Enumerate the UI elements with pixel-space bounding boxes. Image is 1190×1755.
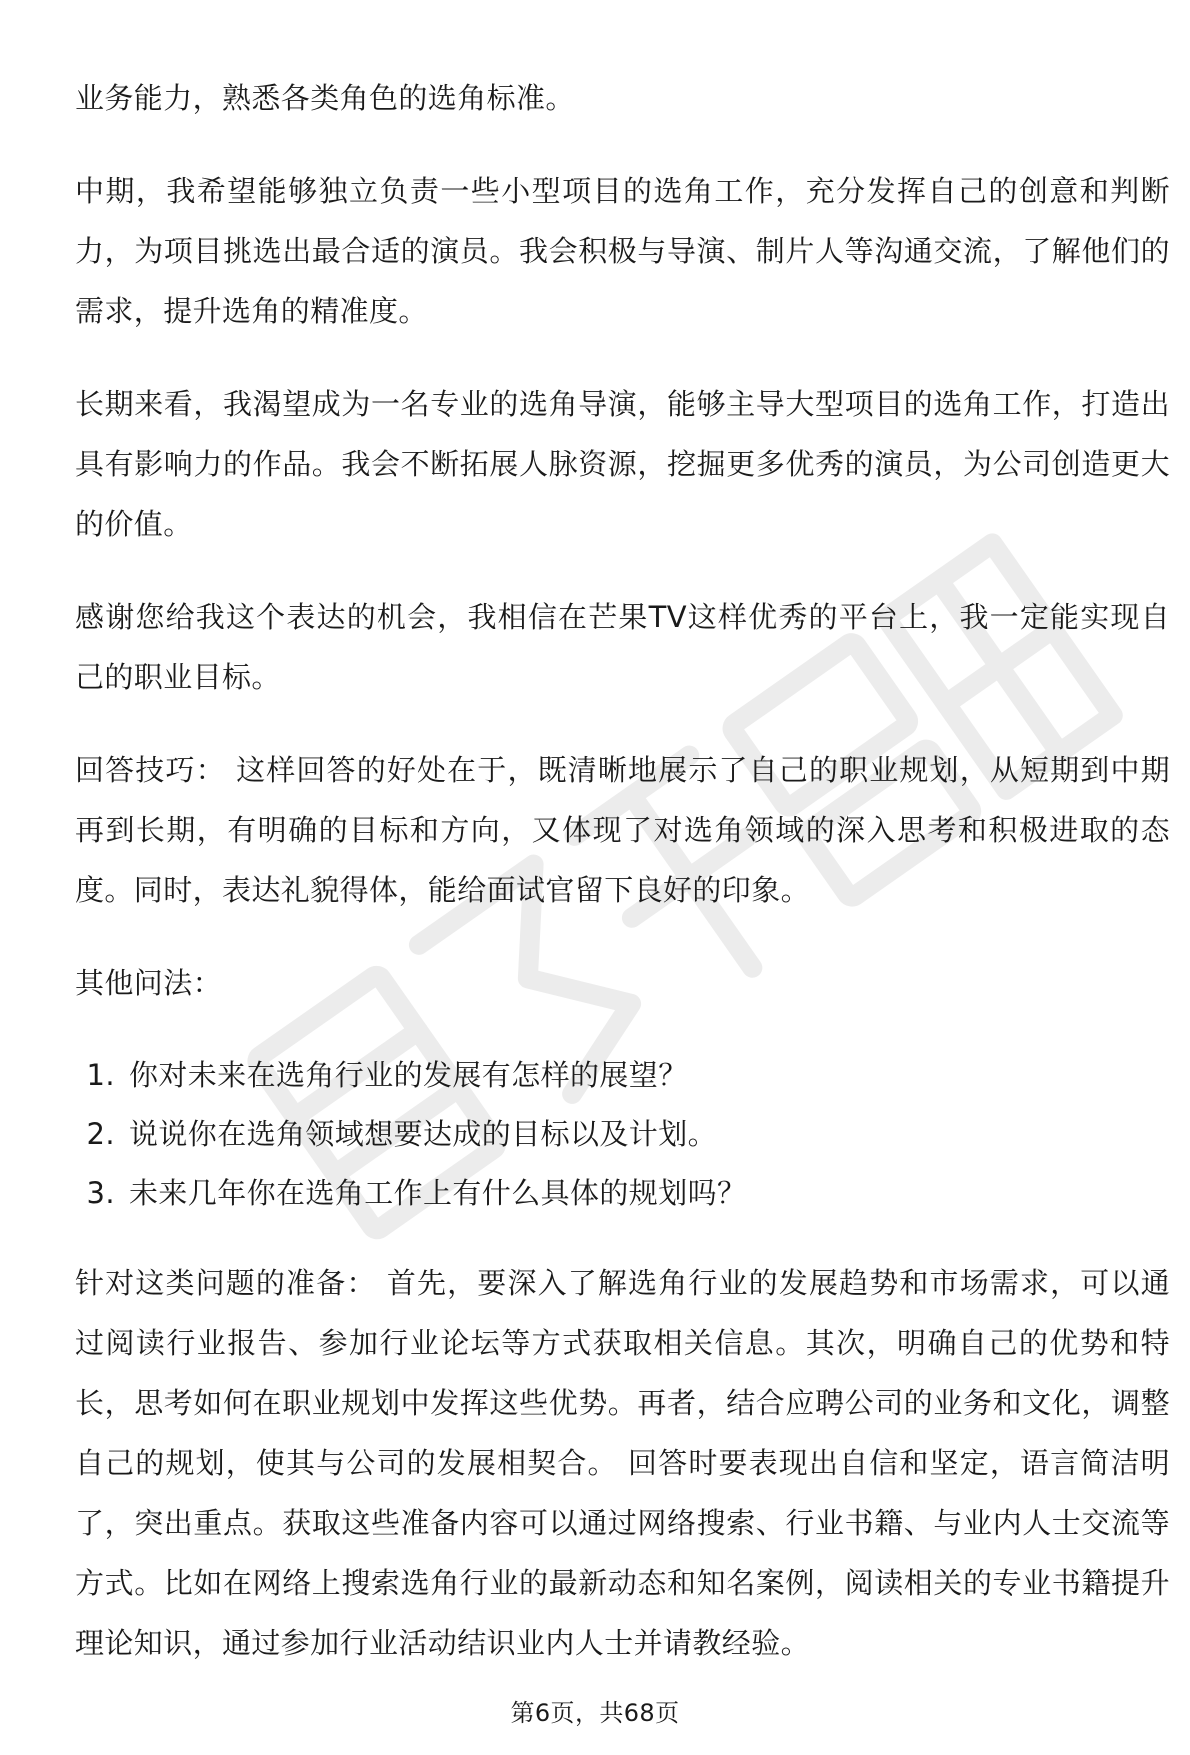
list-number: 1.	[86, 1058, 115, 1092]
list-text: 你对未来在选角行业的发展有怎样的展望？	[129, 1058, 688, 1092]
heading-other-questions: 其他问法：	[75, 966, 223, 1000]
list-text: 说说你在选角领域想要达成的目标以及计划。	[129, 1117, 718, 1151]
paragraph-long-term: 长期来看，我渴望成为一名专业的选角导演，能够主导大型项目的选角工作，打造出具有影响力的作品。我会不断拓展人脉资源，挖掘更多优秀的演员，为公司创造更大的价值。	[75, 387, 1170, 541]
paragraph-preparation: 针对这类问题的准备： 首先，要深入了解选角行业的发展趋势和市场需求，可以通过阅读行业报告、参加行业论坛等方式获取相关信息。其次，明确自己的优势和特长，思考如何在职业规划中发挥这些优势。再者，结合应聘公司的业务和文化，调整自己的规划，使其与公司的发展相契合。 回答时要表现出自信和坚定，语言简洁明了，突出重点。获取这些准备内容可以通过网络搜索、行业书籍、与业内人士交流等方式。比如在网络上搜索选角行业的最新动态和知名案例，阅读相关的专业书籍提升理论知识，通过参加行业活动结识业内人士并请教经验。	[75, 1266, 1170, 1660]
page-footer: 第6页，共68页	[510, 1699, 680, 1727]
list-item	[75, 1105, 1170, 1164]
other-questions-list	[75, 1046, 1170, 1223]
paragraph-continuation: 业务能力，熟悉各类角色的选角标准。	[75, 81, 575, 115]
list-number: 2.	[86, 1117, 115, 1151]
document-page	[75, 68, 1170, 1706]
list-item	[75, 1046, 1170, 1105]
list-text: 未来几年你在选角工作上有什么具体的规划吗？	[129, 1176, 747, 1210]
paragraph-mid-term: 中期，我希望能够独立负责一些小型项目的选角工作，充分发挥自己的创意和判断力，为项目挑选出最合适的演员。我会积极与导演、制片人等沟通交流，了解他们的需求，提升选角的精准度。	[75, 174, 1170, 328]
paragraph-thanks: 感谢您给我这个表达的机会，我相信在芒果TV这样优秀的平台上，我一定能实现自己的职业目标。	[75, 600, 1170, 694]
list-item	[75, 1164, 1170, 1223]
list-number: 3.	[86, 1176, 115, 1210]
paragraph-answer-tips: 回答技巧： 这样回答的好处在于，既清晰地展示了自己的职业规划，从短期到中期再到长期，有明确的目标和方向，又体现了对选角领域的深入思考和积极进取的态度。同时，表达礼貌得体，能给面试官留下良好的印象。	[75, 753, 1170, 907]
